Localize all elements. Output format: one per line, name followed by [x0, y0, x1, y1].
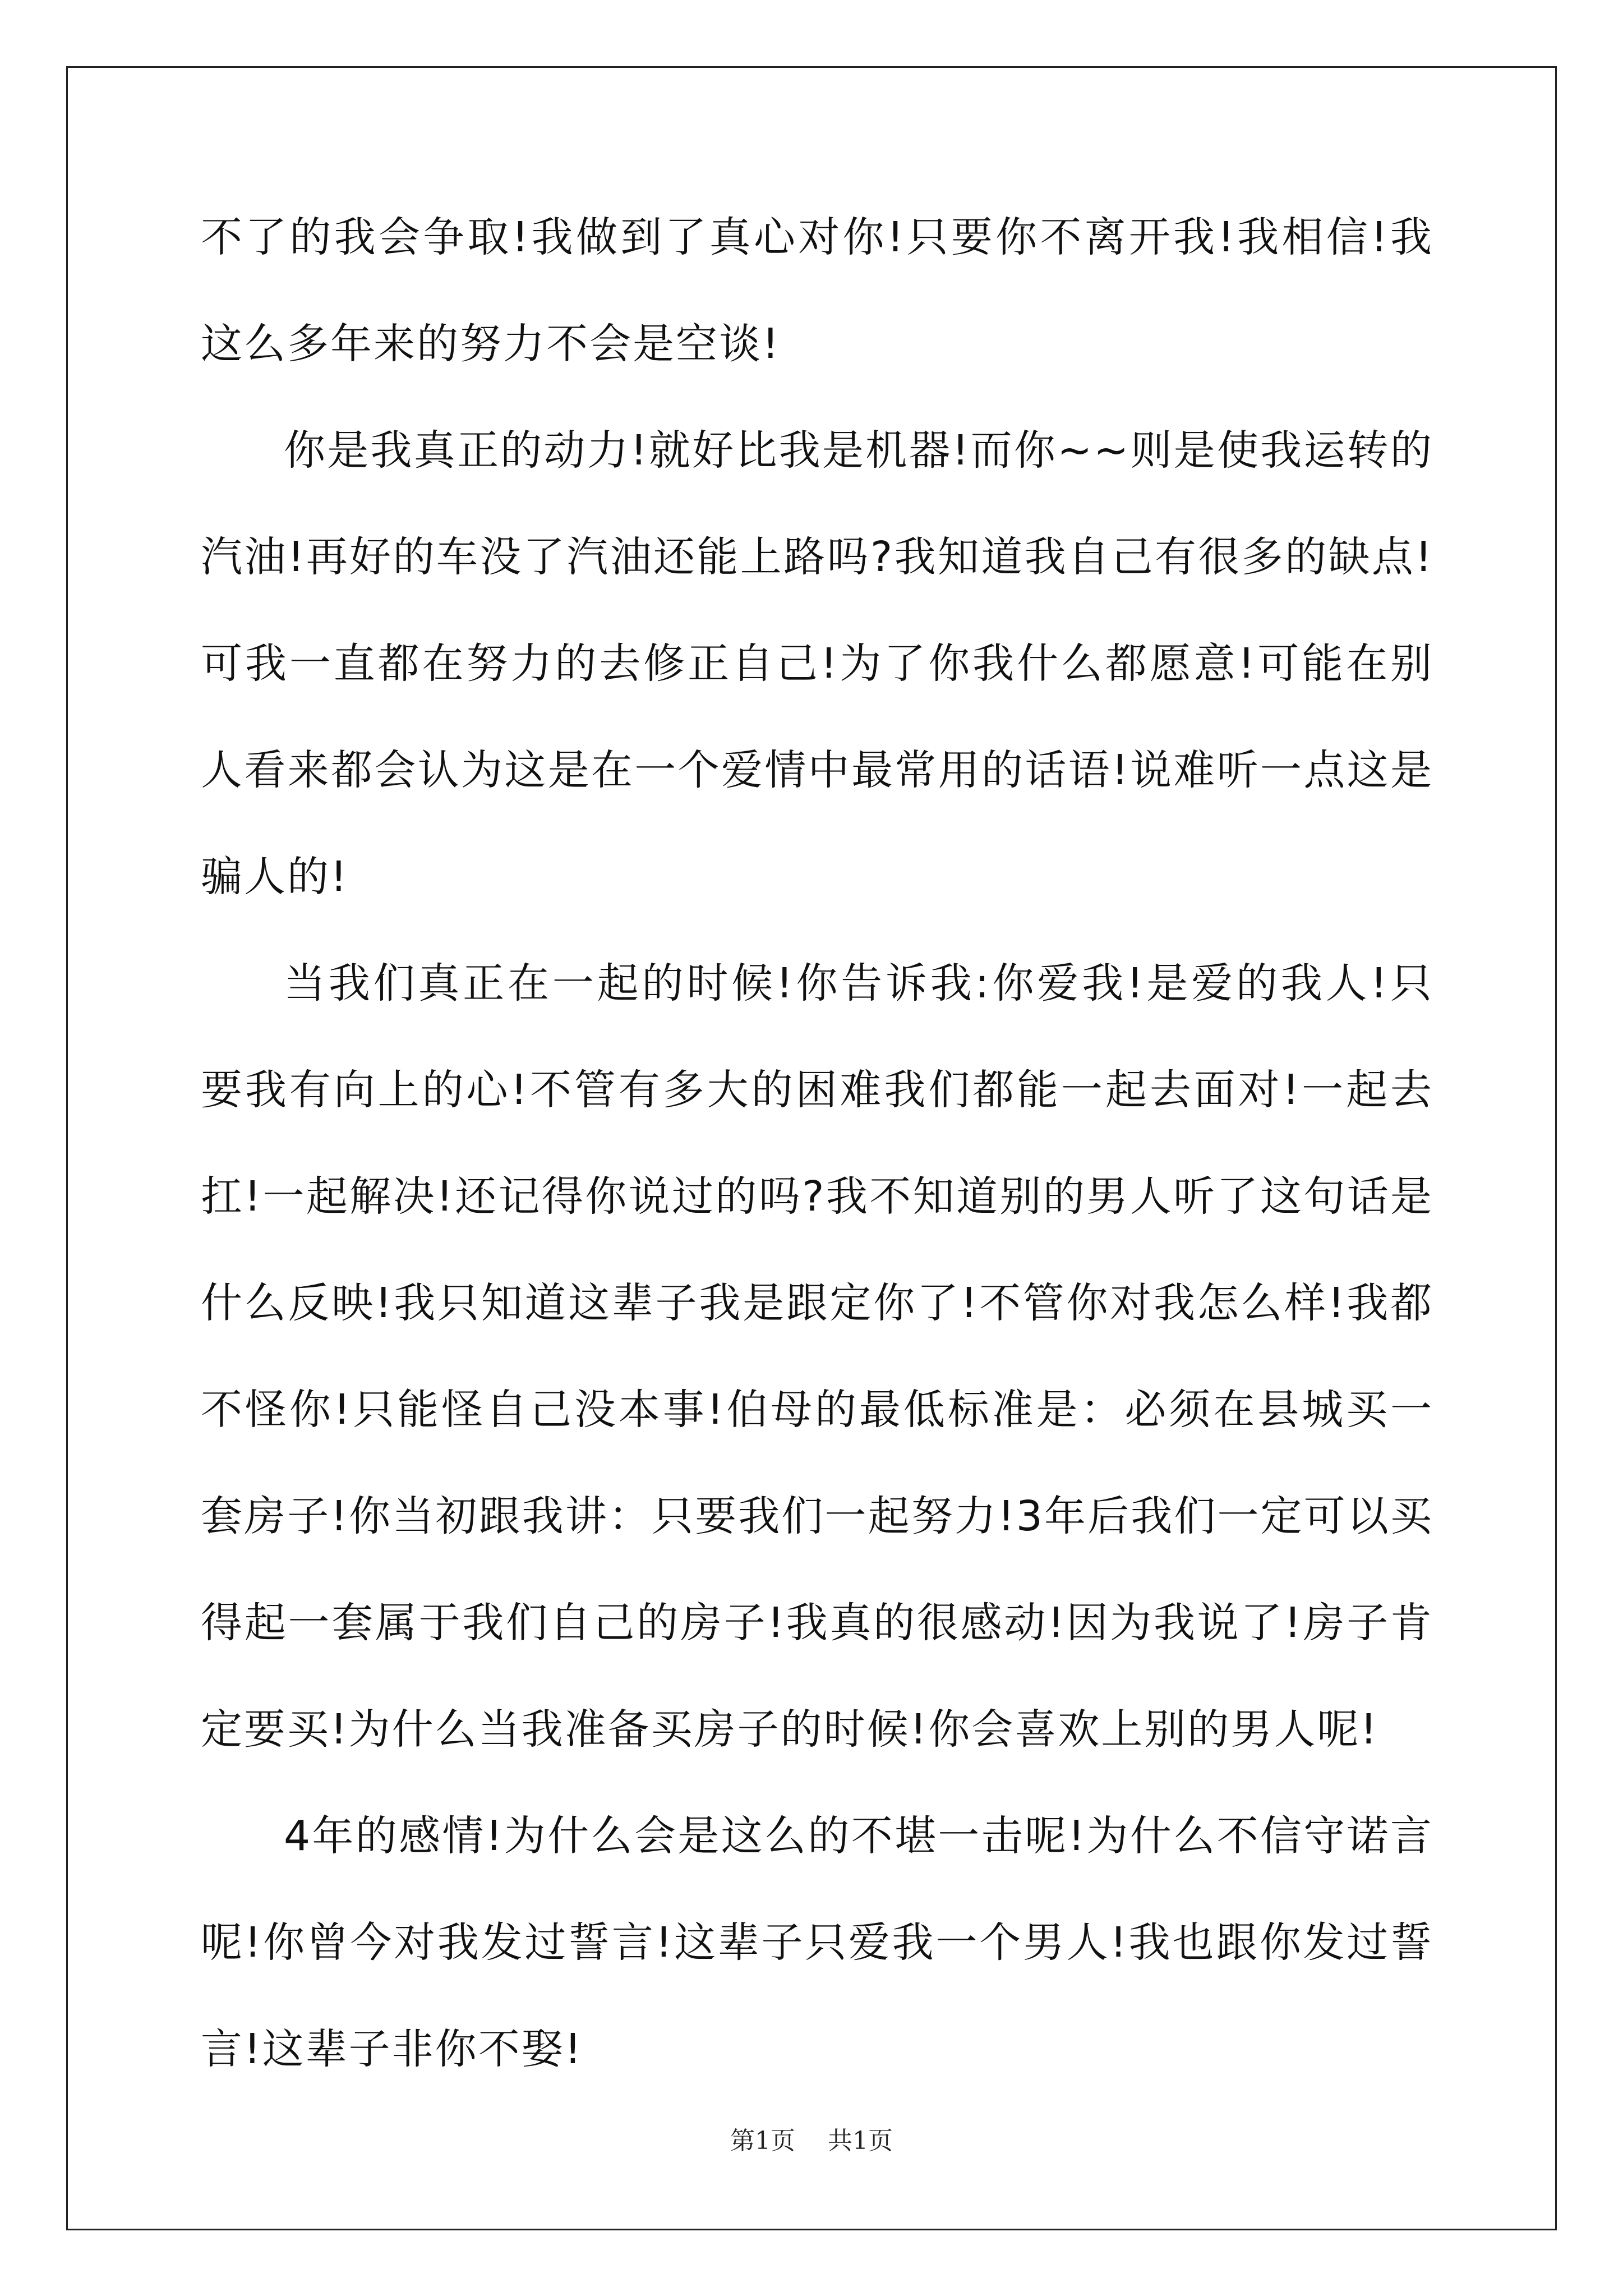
document-body: [201, 184, 1433, 2102]
page-footer: [0, 2120, 1623, 2156]
paragraph-3: 当我们真正在一起的时候!你告诉我:你爱我!是爱的我人!只要我有向上的心!不管有多大的困难我们都能一起去面对!一起去扛!一起解决!还记得你说过的吗?我不知道别的男人听了这句话是什么反映!我只知道这辈子我是跟定你了!不管你对我怎么样!我都不怪你!只能怪自己没本事!伯母的最低标准是：必须在县城买一套房子!你当初跟我讲：只要我们一起努力!3年后我们一定可以买得起一套属于我们自己的房子!我真的很感动!因为我说了!房子肯定要买!为什么当我准备买房子的时候!你会喜欢上别的男人呢!: [201, 959, 1433, 1754]
page-number-current: 第1页: [730, 2127, 795, 2155]
paragraph-4: 4年的感情!为什么会是这么的不堪一击呢!为什么不信守诺言呢!你曾今对我发过誓言!这辈子只爱我一个男人!我也跟你发过誓言!这辈子非你不娶!: [201, 1812, 1433, 2073]
paragraph-1: 不了的我会争取!我做到了真心对你!只要你不离开我!我相信!我这么多年来的努力不会是空谈!: [201, 213, 1433, 368]
paragraph-2: 你是我真正的动力!就好比我是机器!而你~~则是使我运转的汽油!再好的车没了汽油还能上路吗?我知道我自己有很多的缺点!可我一直都在努力的去修正自己!为了你我什么都愿意!可能在别人看来都会认为这是在一个爱情中最常用的话语!说难听一点这是骗人的!: [201, 426, 1433, 901]
page-number-total: 共1页: [828, 2127, 893, 2155]
